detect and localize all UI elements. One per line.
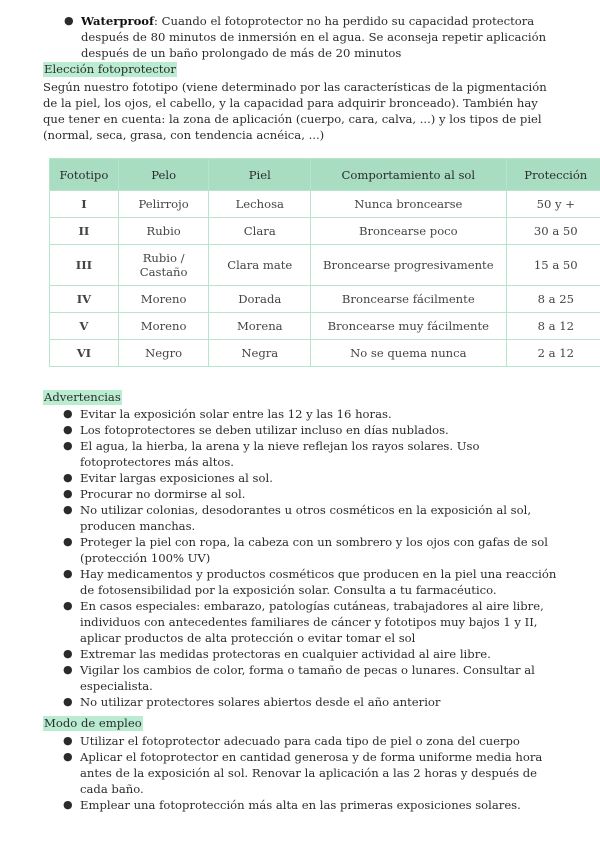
table-row [50, 191, 600, 218]
table-cell: V [50, 313, 119, 340]
table-header: Piel [209, 159, 311, 191]
table-cell: 30 a 50 [506, 218, 600, 245]
list-item [44, 13, 564, 61]
list-item [43, 694, 563, 710]
table-header: Pelo [118, 159, 209, 191]
waterproof-list [44, 13, 564, 61]
list-item-text: Proteger la piel con ropa, la cabeza con un sombrero y los ojos con gafas de sol (protección 100% UV) [80, 535, 548, 565]
list-item [43, 470, 563, 486]
bullet-icon: ● [63, 535, 73, 548]
list-item [43, 438, 563, 470]
table-cell: 2 a 12 [506, 340, 600, 367]
waterproof-term: Waterproof [81, 14, 155, 28]
list-item-text: Extremar las medidas protectoras en cualquier actividad al aire libre. [80, 647, 491, 661]
table-row [50, 313, 600, 340]
table-cell: Broncearse progresivamente [311, 245, 507, 286]
table-header-row [50, 159, 600, 191]
table-cell: VI [50, 340, 119, 367]
bullet-icon: ● [63, 471, 73, 484]
list-item-text: No utilizar colonias, desodorantes u otros cosméticos en la exposición al sol, producen manchas. [80, 503, 532, 533]
table-cell: Negra [209, 340, 311, 367]
list-item [43, 797, 563, 813]
table-cell: 50 y + [506, 191, 600, 218]
list-item-text: Evitar la exposición solar entre las 12 y las 16 horas. [80, 407, 392, 421]
table-cell: Rubio / Castaño [118, 245, 209, 286]
table-header: Comportamiento al sol [311, 159, 507, 191]
list-item [43, 534, 563, 566]
table-cell: III [50, 245, 119, 286]
table-cell: Broncearse muy fácilmente [311, 313, 507, 340]
list-item [43, 646, 563, 662]
list-item-text: Vigilar los cambios de color, forma o tamaño de pecas o lunares. Consultar al especialista. [80, 663, 535, 693]
section-heading-eleccion: Elección fotoprotector [44, 62, 176, 76]
table-row [50, 340, 600, 367]
list-item-text: Utilizar el fotoprotector adecuado para cada tipo de piel o zona del cuerpo [80, 734, 520, 748]
eleccion-paragraph: Según nuestro fototipo (viene determinado por las características de la pigmentación de la piel, los ojos, el cabello, y la capacidad para adquirir bronceado). También hay que tener en cuenta: la zona de aplicación (cuerpo, cara, calva, ...) y los tipos de piel (normal, seca, grasa, con tendencia acnéica, ...) [43, 80, 547, 142]
table-cell: 15 a 50 [506, 245, 600, 286]
bullet-icon: ● [63, 487, 73, 500]
table-cell: I [50, 191, 119, 218]
table-row [50, 245, 600, 286]
table-cell: Rubio [118, 218, 209, 245]
list-item [43, 566, 563, 598]
table-cell: Moreno [118, 286, 209, 313]
modo-list [43, 733, 563, 813]
list-item-text: En casos especiales: embarazo, patologías cutáneas, trabajadores al aire libre, individuos con antecedentes familiares de cáncer y fototipos muy bajos 1 y II, aplicar productos de alta protección o evitar tomar el sol [80, 599, 544, 645]
list-item [43, 733, 563, 749]
fototipo-table [49, 158, 600, 367]
list-item-text: Procurar no dormirse al sol. [80, 487, 246, 501]
table-cell: Clara [209, 218, 311, 245]
bullet-icon: ● [63, 423, 73, 436]
table-cell: Pelirrojo [118, 191, 209, 218]
section-heading-modo: Modo de empleo [44, 716, 142, 730]
bullet-icon: ● [63, 439, 73, 452]
section-heading-advertencias: Advertencias [44, 390, 121, 404]
table-header: Fototipo [50, 159, 119, 191]
table-cell: No se quema nunca [311, 340, 507, 367]
table-cell: Negro [118, 340, 209, 367]
advertencias-list [43, 406, 563, 710]
bullet-icon: ● [63, 695, 73, 708]
bullet-icon: ● [63, 663, 73, 676]
list-item [43, 749, 563, 797]
table-cell: Dorada [209, 286, 311, 313]
bullet-icon: ● [63, 750, 73, 763]
bullet-icon: ● [63, 503, 73, 516]
bullet-icon: ● [63, 567, 73, 580]
table-cell: Moreno [118, 313, 209, 340]
bullet-icon: ● [63, 734, 73, 747]
list-item-text: Los fotoprotectores se deben utilizar incluso en días nublados. [80, 423, 449, 437]
table-cell: 8 a 25 [506, 286, 600, 313]
list-item [43, 502, 563, 534]
list-item-text: Aplicar el fotoprotector en cantidad generosa y de forma uniforme media hora antes de la exposición al sol. Renovar la aplicación a las 2 horas y después de cada baño. [80, 750, 543, 796]
table-cell: Morena [209, 313, 311, 340]
list-item-text: Evitar largas exposiciones al sol. [80, 471, 273, 485]
table-row [50, 286, 600, 313]
bullet-icon: ● [63, 407, 73, 420]
table-cell: Clara mate [209, 245, 311, 286]
bullet-icon: ● [63, 798, 73, 811]
table-cell: Nunca broncearse [311, 191, 507, 218]
table-cell: Lechosa [209, 191, 311, 218]
table-row [50, 218, 600, 245]
list-item [43, 406, 563, 422]
bullet-icon: ● [63, 647, 73, 660]
list-item-text: No utilizar protectores solares abiertos desde el año anterior [80, 695, 441, 709]
list-item [43, 422, 563, 438]
list-item-text: Hay medicamentos y productos cosméticos que producen en la piel una reacción de fotosensibilidad por la exposición solar. Consulta a tu farmacéutico. [80, 567, 557, 597]
list-item-text: Emplear una fotoprotección más alta en las primeras exposiciones solares. [80, 798, 521, 812]
list-item [43, 486, 563, 502]
list-item [43, 598, 563, 646]
table-cell: Broncearse fácilmente [311, 286, 507, 313]
table-cell: II [50, 218, 119, 245]
waterproof-text: : Cuando el fotoprotector no ha perdido su capacidad protectora después de 80 minutos de inmersión en el agua. Se aconseja repetir aplicación después de un baño prolongado de más de 20 minutos [81, 14, 547, 60]
table-cell: 8 a 12 [506, 313, 600, 340]
table-cell: IV [50, 286, 119, 313]
bullet-icon: ● [64, 14, 74, 27]
bullet-icon: ● [63, 599, 73, 612]
table-header: Protección [506, 159, 600, 191]
list-item-text: El agua, la hierba, la arena y la nieve reflejan los rayos solares. Uso fotoprotectores más altos. [80, 439, 480, 469]
table-cell: Broncearse poco [311, 218, 507, 245]
list-item [43, 662, 563, 694]
